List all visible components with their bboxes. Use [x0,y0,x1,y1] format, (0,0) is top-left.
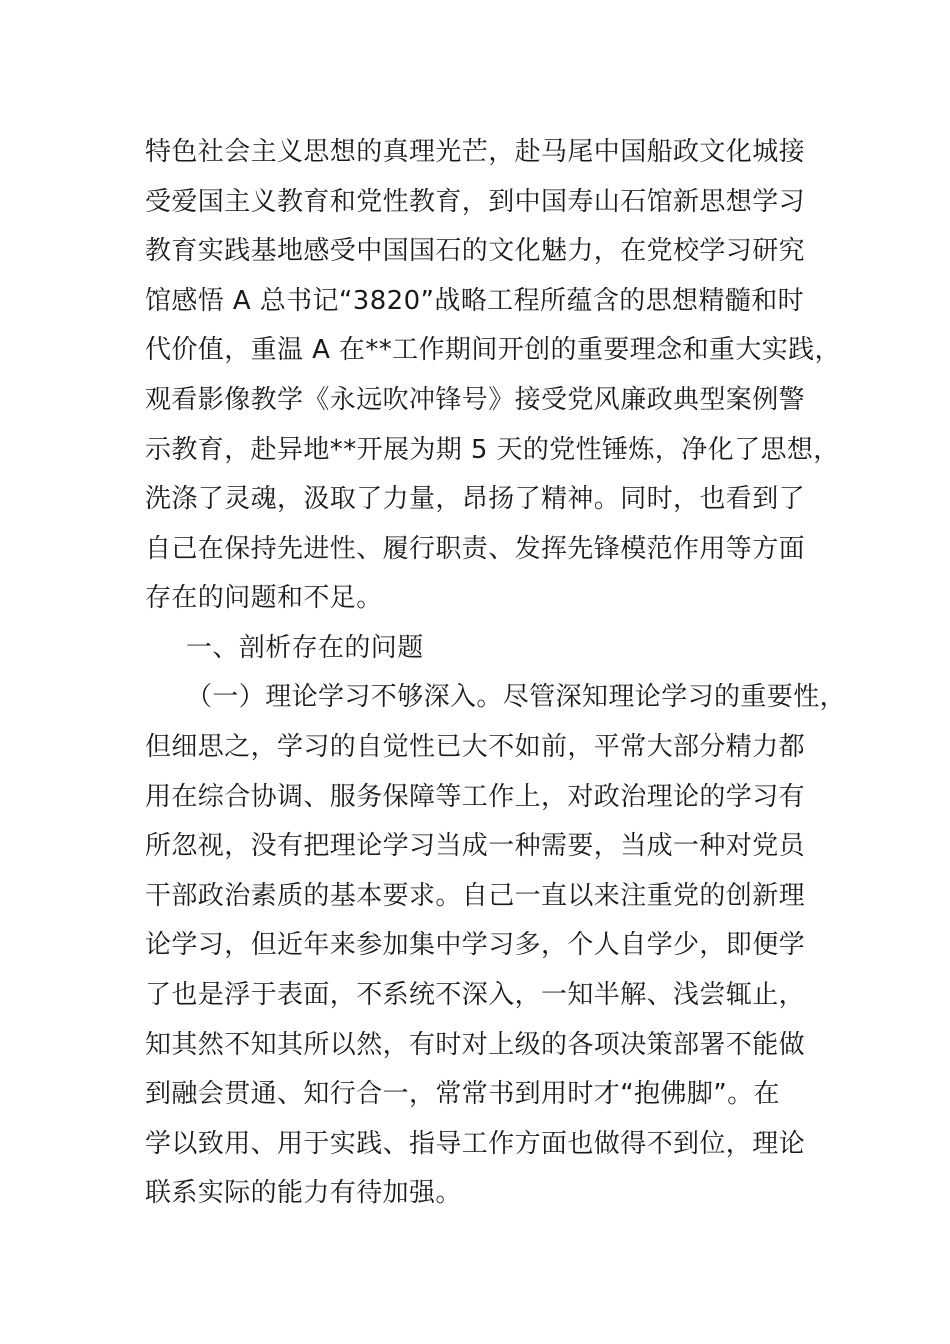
body-text-line: 干部政治素质的基本要求。自己一直以来注重党的创新理 [145,881,806,911]
section-heading: 一、剖析存在的问题 [186,633,424,663]
body-text-line: 受爱国主义教育和党性教育，到中国寿山石馆新思想学习 [145,187,806,217]
body-text-line: 特色社会主义思想的真理光芒，赴马尾中国船政文化城接 [145,137,806,167]
body-text-line: 自己在保持先进性、履行职责、发挥先锋模范作用等方面 [145,534,806,564]
body-text-line: 知其然不知其所以然，有时对上级的各项决策部署不能做 [145,1030,806,1060]
body-text-line: 论学习，但近年来参加集中学习多，个人自学少，即便学 [145,930,806,960]
subsection-heading-line: （一）理论学习不够深入。尽管深知理论学习的重要性， [186,682,847,712]
body-text-line: 洗涤了灵魂，汲取了力量，昂扬了精神。同时，也看到了 [145,484,806,514]
body-text-line: 所忽视，没有把理论学习当成一种需要，当成一种对党员 [145,831,806,861]
body-text-line: 学以致用、用于实践、指导工作方面也做得不到位，理论 [145,1129,806,1159]
body-text-line: 但细思之，学习的自觉性已大不如前，平常大部分精力都 [145,732,806,762]
body-text-line: 教育实践基地感受中国国石的文化魅力，在党校学习研究 [145,236,806,266]
body-text-line: 了也是浮于表面，不系统不深入，一知半解、浅尝辄止， [145,980,806,1010]
body-text-line: 到融会贯通、知行合一，常常书到用时才“抱佛脚”。在 [145,1079,780,1109]
body-text-line: 观看影像教学《永远吹冲锋号》接受党风廉政典型案例警 [145,385,806,415]
body-text-line: 馆感悟 A 总书记“3820”战略工程所蕴含的思想精髓和时 [145,286,805,316]
body-text-line: 示教育，赴异地**开展为期 5 天的党性锤炼，净化了思想， [145,435,840,465]
body-text-line: 存在的问题和不足。 [145,583,383,613]
body-text-line: 代价值，重温 A 在**工作期间开创的重要理念和重大实践， [145,335,841,365]
body-text-line: 用在综合协调、服务保障等工作上，对政治理论的学习有 [145,782,806,812]
body-text-line: 联系实际的能力有待加强。 [145,1178,462,1208]
